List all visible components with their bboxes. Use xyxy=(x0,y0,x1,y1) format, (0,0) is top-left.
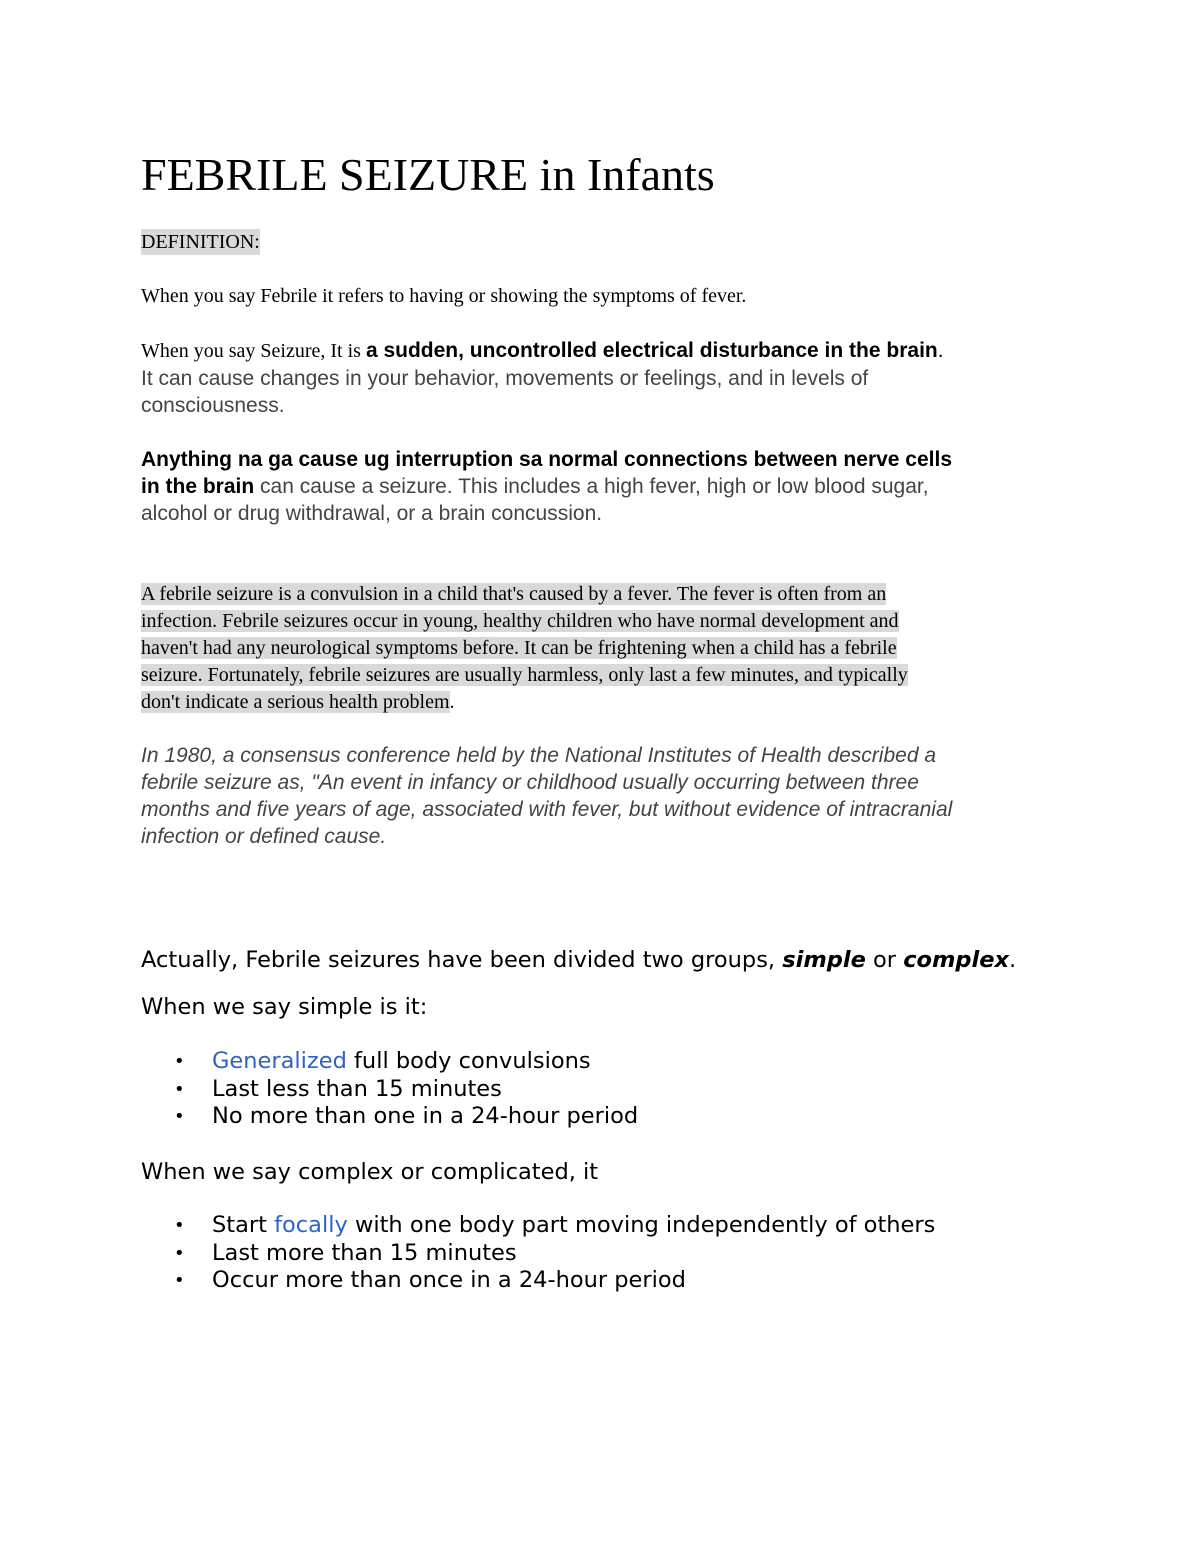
seizure-definition xyxy=(141,337,1061,419)
causes-rest-line-2: can cause a seizure. This includes a high fever, high or low blood sugar, xyxy=(254,475,929,498)
complex-term: complex xyxy=(903,947,1010,973)
document-title: FEBRILE SEIZURE in Infants xyxy=(141,149,715,200)
simple-heading: When we say simple is it: xyxy=(141,994,428,1020)
bullet-icon: • xyxy=(174,1242,185,1264)
list-item: • Last more than 15 minutes xyxy=(174,1239,517,1266)
seizure-causes xyxy=(141,446,1061,527)
bullet-icon: • xyxy=(174,1215,185,1236)
febrile-definition: When you say Febrile it refers to having or showing the symptoms of fever. xyxy=(141,285,747,307)
definition-label: DEFINITION: xyxy=(141,231,260,253)
bullet-icon: • xyxy=(174,1106,185,1127)
quote-line: In 1980, a consensus conference held by the National Institutes of Health described a xyxy=(141,744,937,767)
highlight-line: A febrile seizure is a convulsion in a child that's caused by a fever. The fever is often from an xyxy=(141,583,887,605)
list-item: • Occur more than once in a 24-hour period xyxy=(174,1267,686,1293)
quote-line: months and five years of age, associated with fever, but without evidence of intracranial xyxy=(141,798,953,821)
complex-list xyxy=(141,1212,935,1295)
causes-bold-line-2: in the brain xyxy=(141,475,255,498)
groups-intro: Actually, Febrile seizures have been divided two groups, simple or complex. xyxy=(141,947,1017,973)
highlight-line: don't indicate a serious health problem. xyxy=(141,691,455,713)
highlighted-paragraph xyxy=(141,581,1061,716)
quote-line: febrile seizure as, "An event in infancy or childhood usually occurring between three xyxy=(141,771,919,794)
bullet-icon: • xyxy=(174,1270,185,1291)
complex-heading: When we say complex or complicated, it xyxy=(141,1159,599,1185)
list-item: • Generalized full body convulsions xyxy=(174,1048,591,1074)
seizure-line-2: It can cause changes in your behavior, movements or feelings, and in levels of xyxy=(141,367,869,390)
focally-link[interactable]: focally xyxy=(274,1212,348,1238)
quote-line: infection or defined cause. xyxy=(141,825,387,848)
nih-quote xyxy=(141,742,1061,850)
highlight-line: infection. Febrile seizures occur in young, healthy children who have normal development and xyxy=(141,610,899,632)
simple-list xyxy=(141,1048,638,1131)
list-item: • Start focally with one body part moving independently of others xyxy=(174,1212,936,1238)
generalized-link[interactable]: Generalized xyxy=(212,1048,347,1074)
seizure-dot: . xyxy=(937,339,944,362)
list-item: • No more than one in a 24-hour period xyxy=(174,1103,639,1129)
causes-bold-line-1: Anything na ga cause ug interruption sa normal connections between nerve cells xyxy=(141,448,953,471)
seizure-line-3: consciousness. xyxy=(141,394,285,417)
causes-line-3: alcohol or drug withdrawal, or a brain concussion. xyxy=(141,502,603,525)
highlight-line: seizure. Fortunately, febrile seizures are usually harmless, only last a few minutes, and typically xyxy=(141,664,908,686)
bullet-icon: • xyxy=(174,1078,185,1100)
seizure-bold-phrase: a sudden, uncontrolled electrical disturbance in the brain xyxy=(365,339,938,362)
highlight-line: haven't had any neurological symptoms before. It can be frightening when a child has a febrile xyxy=(141,637,897,659)
simple-term: simple xyxy=(782,947,866,973)
list-item: • Last less than 15 minutes xyxy=(174,1075,502,1102)
bullet-icon: • xyxy=(174,1051,185,1072)
seizure-prefix: When you say Seizure, It is xyxy=(141,340,366,362)
